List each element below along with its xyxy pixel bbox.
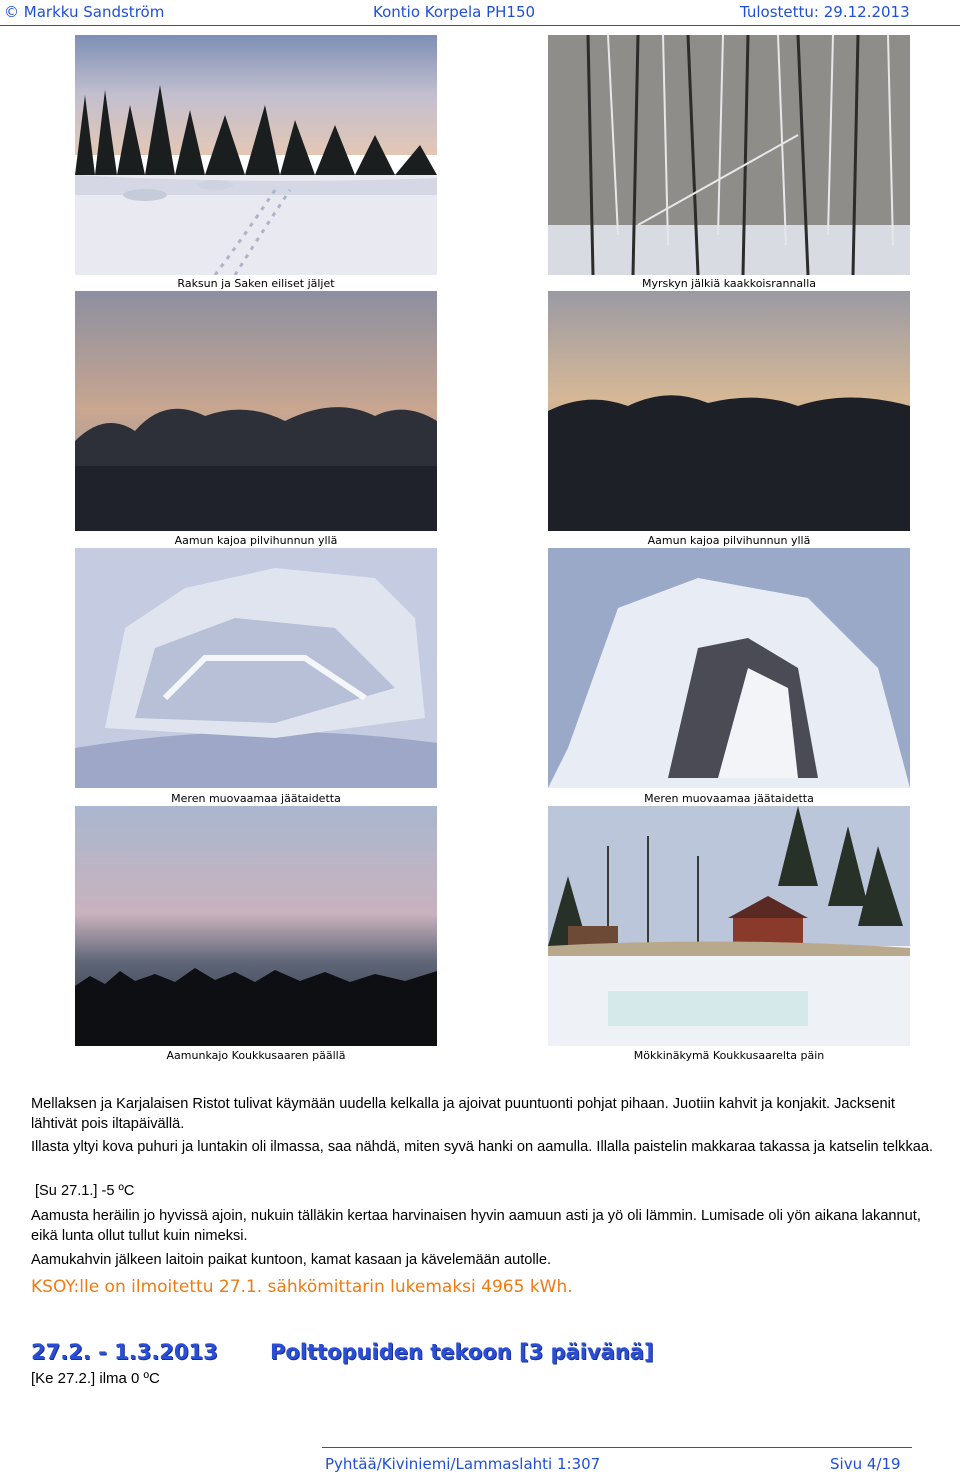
header-author: © Markku Sandström — [4, 3, 165, 21]
paragraph-text: Aamukahvin jälkeen laitoin paikat kuntoon, kamat kasaan ja kävelemään autolle. — [31, 1252, 552, 1268]
paragraph-text: [Su 27.1.] -5 ºC — [35, 1183, 135, 1199]
paragraph-text: Mellaksen ja Karjalaisen Ristot tulivat käymään uudella kelkalla ja ajoivat puuntuonti pohjat pihaan. Juotiin kahvit ja konjakit. Jacksenit lähtivät pois iltapäivällä. — [31, 1096, 895, 1132]
photo-caption: Raksun ja Saken eiliset jäljet — [177, 277, 335, 290]
date-range-heading: 27.2. - 1.3.2013 — [31, 1340, 218, 1364]
photo-caption: Myrskyn jälkiä kaakkoisrannalla — [641, 277, 817, 290]
photo-ice-art-right — [548, 548, 910, 788]
header-document: Kontio Korpela PH150 — [373, 3, 536, 21]
photo-snow-tracks — [75, 35, 437, 275]
photo-caption: Aamun kajoa pilvihunnun yllä — [174, 534, 338, 547]
photo-caption: Aamunkajo Koukkusaaren päällä — [166, 1049, 346, 1062]
photo-dawn-clouds-left — [75, 291, 437, 531]
header-divider — [0, 25, 960, 26]
footer-divider — [322, 1447, 912, 1448]
section-title-heading: Polttopuiden tekoon [3 päivänä] — [270, 1340, 654, 1364]
electricity-meter-note: KSOY:lle on ilmoitettu 27.1. sähkömittarin lukemaksi 4965 kWh. — [31, 1277, 573, 1297]
photo-caption: Mökkinäkymä Koukkusaarelta päin — [633, 1049, 825, 1062]
day-entry-wednesday: [Ke 27.2.] ilma 0 ºC — [31, 1370, 160, 1387]
photo-cottage-view — [548, 806, 910, 1046]
paragraph-leaving — [31, 1250, 936, 1270]
photo-caption: Aamun kajoa pilvihunnun yllä — [647, 534, 811, 547]
day-entry-sunday — [35, 1181, 940, 1201]
photo-dawn-clouds-right — [548, 291, 910, 531]
paragraph-evening — [31, 1137, 936, 1157]
paragraph-text: Aamusta heräilin jo hyvissä ajoin, nukuin tälläkin kertaa harvinaisen hyvin aamuun asti ja yö oli lämmin. Lumisade oli yön aikana lakannut, eikä lunta ollut tullut kuin nimeksi. — [31, 1208, 921, 1244]
paragraph-morning — [31, 1206, 936, 1246]
photo-ice-art-left — [75, 548, 437, 788]
photo-caption: Meren muovaamaa jäätaidetta — [644, 792, 814, 805]
paragraph-text: Illasta yltyi kova puhuri ja luntakin oli ilmassa, saa nähdä, miten syvä hanki on aamulla. Illalla paistelin makkaraa takassa ja katselin telkkaa. — [31, 1139, 934, 1155]
footer-location: Pyhtää/Kiviniemi/Lammaslahti 1:307 — [325, 1455, 601, 1473]
header-printed-date: Tulostettu: 29.12.2013 — [740, 3, 910, 21]
photo-caption: Meren muovaamaa jäätaidetta — [171, 792, 341, 805]
photo-storm-trees — [548, 35, 910, 275]
paragraph-visit — [31, 1094, 936, 1134]
photo-dawn-island — [75, 806, 437, 1046]
footer-page-number: Sivu 4/19 — [830, 1455, 901, 1473]
